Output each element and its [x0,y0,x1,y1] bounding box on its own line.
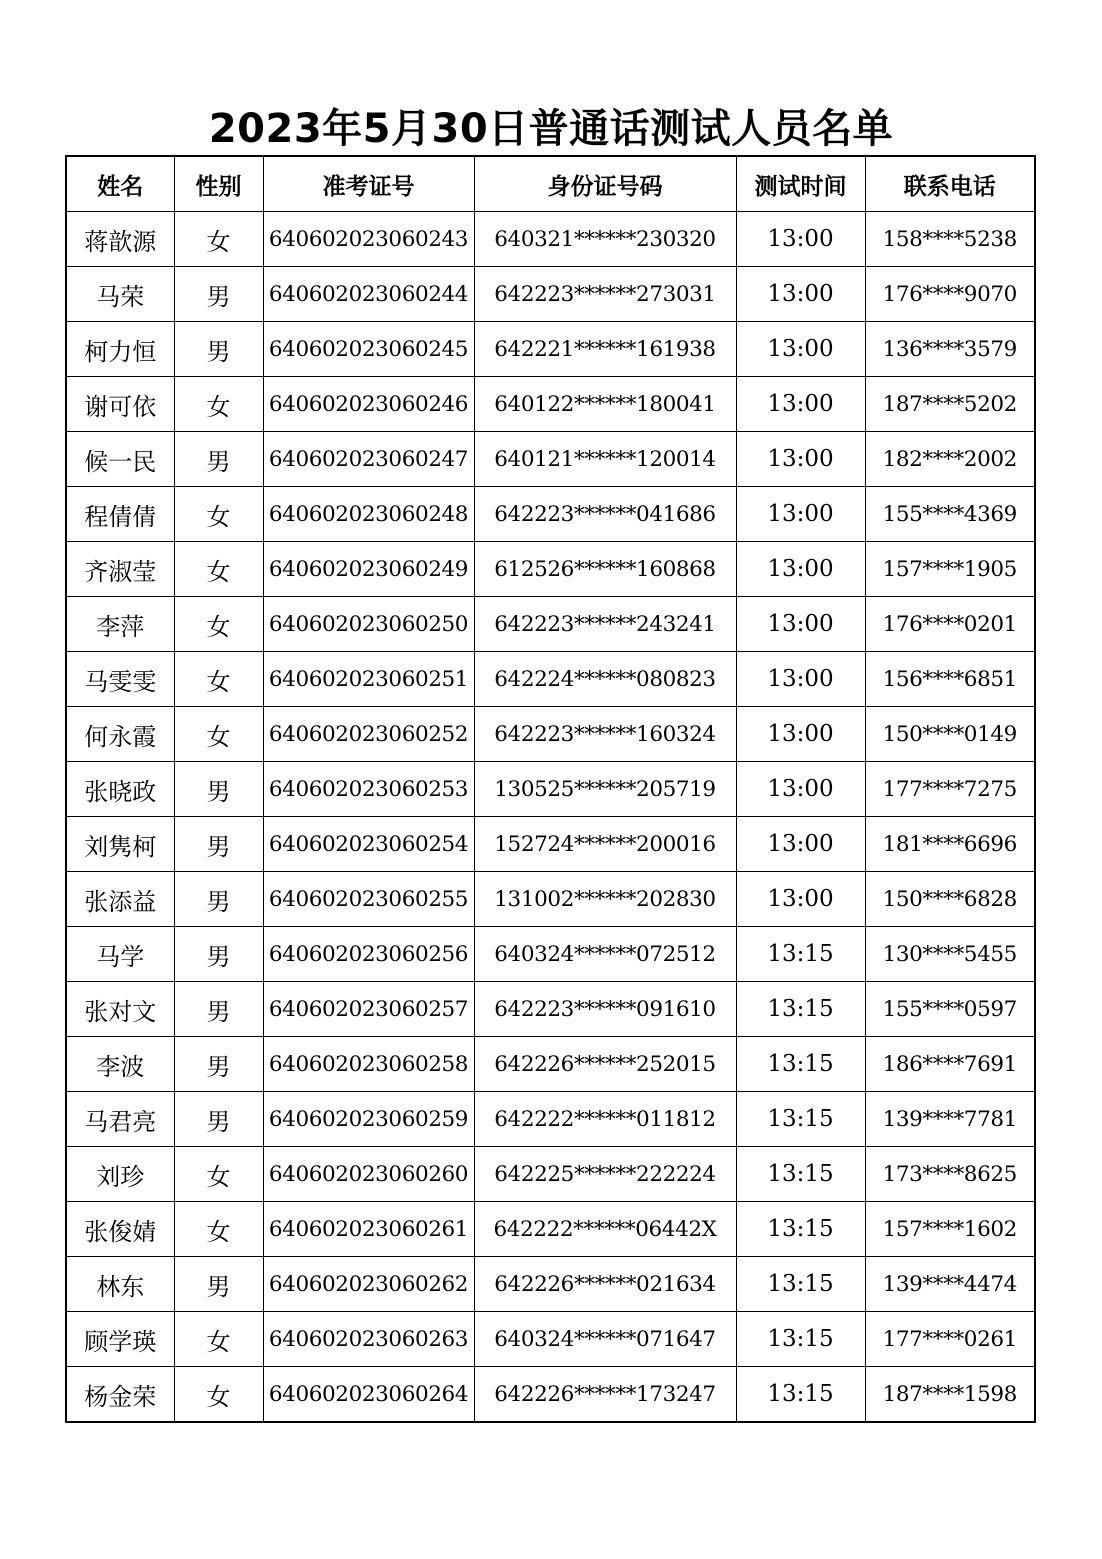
cell-test-time: 13:00 [736,542,865,597]
cell-phone: 156****6851 [865,652,1035,707]
cell-id-number: 642223******243241 [474,597,736,652]
cell-name: 何永霞 [66,707,174,762]
cell-phone: 182****2002 [865,432,1035,487]
cell-exam-number: 640602023060243 [263,212,474,267]
cell-name: 柯力恒 [66,322,174,377]
table-row [66,377,1035,432]
cell-exam-number: 640602023060244 [263,267,474,322]
cell-name: 杨金荣 [66,1367,174,1423]
cell-id-number: 130525******205719 [474,762,736,817]
header-exam-number: 准考证号 [263,156,474,212]
cell-gender: 女 [174,487,263,542]
cell-id-number: 642223******160324 [474,707,736,762]
table-row [66,927,1035,982]
cell-id-number: 612526******160868 [474,542,736,597]
cell-test-time: 13:00 [736,817,865,872]
cell-id-number: 642226******252015 [474,1037,736,1092]
cell-gender: 女 [174,597,263,652]
cell-name: 李萍 [66,597,174,652]
cell-id-number: 640321******230320 [474,212,736,267]
table-row [66,542,1035,597]
table-row [66,1257,1035,1312]
cell-gender: 男 [174,1037,263,1092]
cell-name: 刘隽柯 [66,817,174,872]
cell-name: 蒋歆源 [66,212,174,267]
cell-gender: 女 [174,1202,263,1257]
header-row [66,156,1035,212]
cell-id-number: 640121******120014 [474,432,736,487]
cell-test-time: 13:15 [736,927,865,982]
cell-test-time: 13:15 [736,1037,865,1092]
cell-phone: 187****5202 [865,377,1035,432]
cell-name: 马君亮 [66,1092,174,1147]
cell-phone: 187****1598 [865,1367,1035,1423]
cell-name: 林东 [66,1257,174,1312]
cell-id-number: 642223******273031 [474,267,736,322]
table-row [66,762,1035,817]
cell-name: 程倩倩 [66,487,174,542]
cell-gender: 男 [174,762,263,817]
table-row [66,487,1035,542]
cell-exam-number: 640602023060263 [263,1312,474,1367]
cell-name: 顾学瑛 [66,1312,174,1367]
cell-id-number: 640324******071647 [474,1312,736,1367]
cell-gender: 女 [174,1312,263,1367]
cell-phone: 186****7691 [865,1037,1035,1092]
cell-gender: 男 [174,1092,263,1147]
cell-test-time: 13:00 [736,707,865,762]
cell-name: 张对文 [66,982,174,1037]
cell-exam-number: 640602023060250 [263,597,474,652]
cell-name: 候一民 [66,432,174,487]
cell-exam-number: 640602023060255 [263,872,474,927]
cell-id-number: 642226******173247 [474,1367,736,1423]
cell-gender: 女 [174,377,263,432]
cell-test-time: 13:00 [736,597,865,652]
cell-exam-number: 640602023060262 [263,1257,474,1312]
cell-id-number: 642222******06442X [474,1202,736,1257]
table-row [66,1367,1035,1423]
table-row [66,322,1035,377]
cell-exam-number: 640602023060249 [263,542,474,597]
cell-name: 张俊婧 [66,1202,174,1257]
cell-gender: 女 [174,1147,263,1202]
cell-test-time: 13:15 [736,1257,865,1312]
cell-phone: 150****6828 [865,872,1035,927]
cell-phone: 176****9070 [865,267,1035,322]
cell-name: 马学 [66,927,174,982]
cell-phone: 177****7275 [865,762,1035,817]
cell-gender: 男 [174,1257,263,1312]
cell-phone: 155****0597 [865,982,1035,1037]
cell-gender: 女 [174,542,263,597]
cell-id-number: 642223******041686 [474,487,736,542]
table-row [66,1092,1035,1147]
cell-id-number: 642226******021634 [474,1257,736,1312]
cell-exam-number: 640602023060257 [263,982,474,1037]
table-row [66,652,1035,707]
cell-phone: 150****0149 [865,707,1035,762]
cell-test-time: 13:00 [736,487,865,542]
cell-gender: 男 [174,817,263,872]
cell-phone: 157****1602 [865,1202,1035,1257]
cell-exam-number: 640602023060245 [263,322,474,377]
table-row [66,982,1035,1037]
cell-id-number: 642223******091610 [474,982,736,1037]
cell-id-number: 131002******202830 [474,872,736,927]
cell-test-time: 13:15 [736,982,865,1037]
cell-exam-number: 640602023060246 [263,377,474,432]
cell-phone: 139****7781 [865,1092,1035,1147]
cell-test-time: 13:00 [736,872,865,927]
cell-name: 马雯雯 [66,652,174,707]
header-name: 姓名 [66,156,174,212]
cell-exam-number: 640602023060251 [263,652,474,707]
cell-exam-number: 640602023060264 [263,1367,474,1423]
cell-phone: 181****6696 [865,817,1035,872]
table-row [66,597,1035,652]
cell-gender: 男 [174,432,263,487]
cell-name: 谢可依 [66,377,174,432]
cell-test-time: 13:00 [736,432,865,487]
cell-id-number: 642221******161938 [474,322,736,377]
cell-test-time: 13:00 [736,377,865,432]
cell-exam-number: 640602023060256 [263,927,474,982]
cell-name: 张添益 [66,872,174,927]
cell-test-time: 13:00 [736,212,865,267]
cell-id-number: 642222******011812 [474,1092,736,1147]
header-id-number: 身份证号码 [474,156,736,212]
cell-name: 刘珍 [66,1147,174,1202]
cell-exam-number: 640602023060248 [263,487,474,542]
cell-gender: 男 [174,927,263,982]
cell-exam-number: 640602023060258 [263,1037,474,1092]
cell-test-time: 13:00 [736,267,865,322]
cell-gender: 女 [174,652,263,707]
table-row [66,817,1035,872]
cell-phone: 157****1905 [865,542,1035,597]
cell-test-time: 13:15 [736,1092,865,1147]
cell-phone: 155****4369 [865,487,1035,542]
cell-test-time: 13:15 [736,1312,865,1367]
cell-exam-number: 640602023060253 [263,762,474,817]
table-row [66,872,1035,927]
table-row [66,707,1035,762]
cell-gender: 男 [174,872,263,927]
cell-exam-number: 640602023060259 [263,1092,474,1147]
cell-phone: 136****3579 [865,322,1035,377]
cell-exam-number: 640602023060252 [263,707,474,762]
cell-exam-number: 640602023060260 [263,1147,474,1202]
table-row [66,1037,1035,1092]
cell-gender: 女 [174,707,263,762]
cell-gender: 女 [174,212,263,267]
cell-gender: 男 [174,322,263,377]
cell-exam-number: 640602023060254 [263,817,474,872]
cell-test-time: 13:15 [736,1367,865,1423]
table-row [66,267,1035,322]
header-phone: 联系电话 [865,156,1035,212]
cell-id-number: 642225******222224 [474,1147,736,1202]
header-test-time: 测试时间 [736,156,865,212]
cell-test-time: 13:15 [736,1202,865,1257]
cell-phone: 177****0261 [865,1312,1035,1367]
table-row [66,1312,1035,1367]
cell-name: 张晓政 [66,762,174,817]
cell-id-number: 640324******072512 [474,927,736,982]
table-row [66,1202,1035,1257]
table-row [66,1147,1035,1202]
cell-test-time: 13:15 [736,1147,865,1202]
table-row [66,212,1035,267]
table-row [66,432,1035,487]
cell-phone: 176****0201 [865,597,1035,652]
cell-id-number: 640122******180041 [474,377,736,432]
cell-name: 齐淑莹 [66,542,174,597]
cell-id-number: 642224******080823 [474,652,736,707]
cell-gender: 女 [174,1367,263,1423]
cell-test-time: 13:00 [736,652,865,707]
cell-phone: 130****5455 [865,927,1035,982]
cell-phone: 173****8625 [865,1147,1035,1202]
cell-test-time: 13:00 [736,322,865,377]
cell-gender: 男 [174,982,263,1037]
cell-phone: 139****4474 [865,1257,1035,1312]
cell-exam-number: 640602023060261 [263,1202,474,1257]
cell-name: 马荣 [66,267,174,322]
cell-name: 李波 [66,1037,174,1092]
roster-table [65,155,1036,1423]
cell-gender: 男 [174,267,263,322]
cell-phone: 158****5238 [865,212,1035,267]
document-title: 2023年5月30日普通话测试人员名单 [208,106,894,152]
header-gender: 性别 [174,156,263,212]
cell-id-number: 152724******200016 [474,817,736,872]
roster-body [66,212,1035,1423]
cell-exam-number: 640602023060247 [263,432,474,487]
cell-test-time: 13:00 [736,762,865,817]
